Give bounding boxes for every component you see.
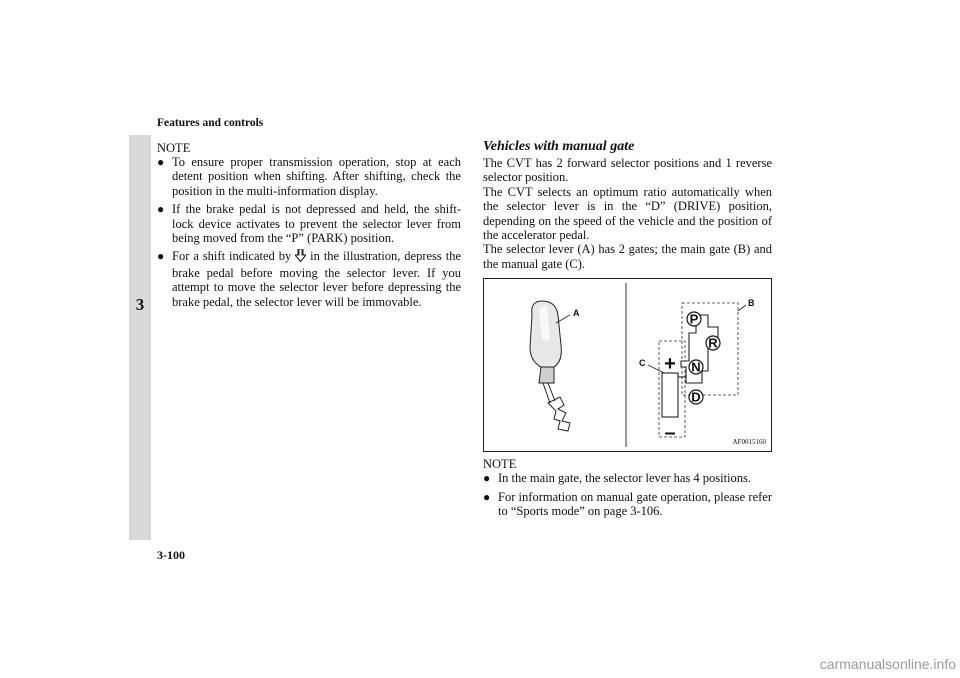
leader-line-c bbox=[648, 365, 664, 373]
bullet-icon: ● bbox=[157, 249, 165, 264]
watermark[interactable]: carmanualsonline.info bbox=[819, 656, 956, 672]
lever-detent bbox=[548, 397, 570, 431]
label-c: C bbox=[639, 358, 646, 369]
bullet-icon: ● bbox=[483, 489, 491, 504]
paragraph: The CVT has 2 forward selector positions and 1 reverse selector position. bbox=[483, 156, 772, 185]
note-text: To ensure proper transmission operation, stop at each detent position when shifting. After shifting, check the position in the multi-information display. bbox=[172, 155, 461, 198]
manual-slot bbox=[662, 373, 678, 417]
shift-arrow-icon bbox=[295, 249, 306, 265]
left-column bbox=[157, 141, 461, 313]
note-bullet bbox=[483, 471, 772, 485]
position-r: R bbox=[708, 335, 718, 351]
note-text-after: in the illustration, depress the brake pedal before moving the selector lever. If you attempt to move the selector lever before depressing the brake pedal, the selector lever will be immovable. bbox=[172, 249, 461, 309]
note-text: If the brake pedal is not depressed and held, the shift-lock device activates to prevent the selector lever from being moved from the “P” (PARK) position. bbox=[172, 202, 461, 246]
position-n: N bbox=[691, 359, 701, 375]
manual-plus: + bbox=[664, 353, 676, 376]
note-label: NOTE bbox=[483, 457, 517, 472]
chapter-tab bbox=[129, 135, 151, 540]
note-bullet bbox=[483, 490, 772, 519]
note-bullet bbox=[157, 155, 461, 198]
illustration-code: AF0015160 bbox=[732, 438, 766, 447]
note-text-before: For a shift indicated by bbox=[172, 249, 296, 264]
leader-line-b bbox=[738, 305, 746, 311]
paragraph: The CVT selects an optimum ratio automatically when the selector lever is in the “D” (DRIVE) position, depending on the speed of the vehicle and the position of the accelerator pedal. bbox=[483, 184, 772, 243]
position-p: P bbox=[689, 311, 699, 327]
section-header: Features and controls bbox=[157, 117, 264, 129]
lever-shaft bbox=[548, 383, 555, 401]
bullet-icon: ● bbox=[157, 202, 165, 217]
right-column bbox=[483, 139, 772, 522]
note-text: For information on manual gate operation, please refer to “Sports mode” on page 3-106. bbox=[498, 489, 772, 519]
lever-boot bbox=[539, 367, 554, 383]
note-label: NOTE bbox=[157, 141, 191, 155]
position-d: D bbox=[691, 389, 701, 405]
paragraph: The selector lever (A) has 2 gates; the main gate (B) and the manual gate (C). bbox=[483, 242, 772, 271]
note-bullet bbox=[157, 202, 461, 245]
selector-lever-illustration bbox=[483, 278, 772, 452]
note-text: In the main gate, the selector lever has 4 positions. bbox=[498, 471, 752, 486]
note-bullet bbox=[157, 249, 461, 309]
page-number: 3-100 bbox=[157, 548, 185, 562]
label-b: B bbox=[748, 298, 755, 309]
bullet-icon: ● bbox=[157, 155, 165, 169]
bullet-icon: ● bbox=[483, 471, 491, 486]
subsection-title: Vehicles with manual gate bbox=[483, 139, 635, 154]
manual-minus: – bbox=[664, 422, 676, 445]
chapter-number: 3 bbox=[135, 295, 145, 314]
label-a: A bbox=[573, 308, 580, 319]
illustration-svg bbox=[484, 279, 771, 451]
